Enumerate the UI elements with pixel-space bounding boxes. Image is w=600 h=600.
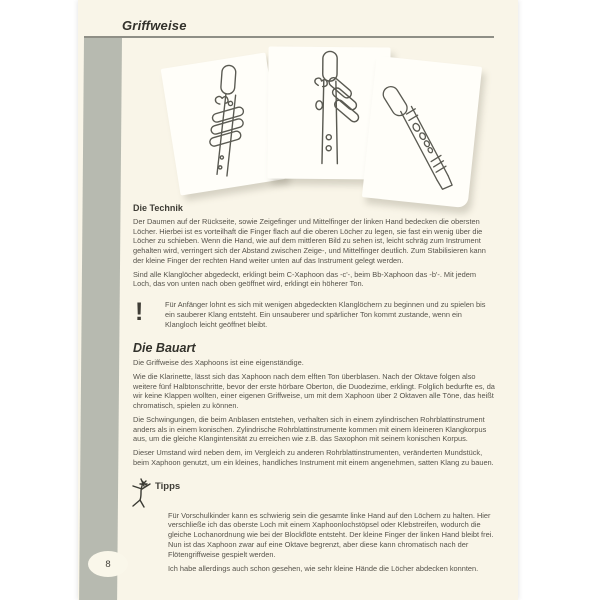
book-page <box>78 0 518 600</box>
beginner-note <box>133 300 496 329</box>
technik-paragraph-1: Der Daumen auf der Rückseite, sowie Zeigefinger und Mittelfinger der linken Hand bedecken die obersten Löcher. Hierbei ist es vorteilhaft die Finger flach auf die oberen Löcher zu legen, sie fast ein wenig über die Löcher zu schieben. Wenn die Hand, wie auf dem mittleren Bild zu sehen ist, leicht schräg zum Instrument gehalten wird, verringert sich der Abstand zwischen Zeige-, und Mittelfinger deutlich. Zum Stabilisieren kann der kleine Finger der rechten Hand weiter unten auf das Instrument gelegt werden. <box>133 216 486 265</box>
exclamation-icon: ! <box>135 298 144 327</box>
technik-paragraph-2: Sind alle Klanglöcher abgedeckt, erklingt beim C-Xaphoon das -c'-, beim Bb-Xaphoon das -b'-. Mit jedem Loch, das von unten nach oben geöffnet wird, erklingt ein höherer Ton. <box>133 269 476 289</box>
page-number-badge <box>88 551 128 577</box>
text-column <box>133 203 496 577</box>
page-number: 8 <box>105 558 111 570</box>
bauart-paragraph-2: Wie die Klarinette, lässt sich das Xaphoon nach dem elften Ton überblasen. Nach der Oktave folgen also weitere fünf Halbtonschritte, bevor der erste hörbare Oberton, die Duodezime, erklingt. Folglich bedurfte es, da wir keine Klappen wollten, einer eigenen Griffweise, um mit dem Xaphoon über 2 Oktaven alle Töne, das heißt chromatisch, spielen zu können. <box>133 371 495 411</box>
tipps-body <box>168 511 496 574</box>
section-heading-bauart: Die Bauart <box>133 340 196 355</box>
illustration-card-right <box>362 56 482 208</box>
bauart-paragraph-1: Die Griffweise des Xaphoons ist eine eigenständige. <box>133 358 304 368</box>
note-text: Für Anfänger lohnt es sich mit wenigen abgedeckten Klanglöchern zu beginnen und zu spielen bis ein sauberer Klang entsteht. Ein unsauberer und spärlicher Ton kommt zustande, wenn ein Klangloch leicht geöffnet bleibt. <box>165 300 486 329</box>
sidebar-bar <box>79 38 122 600</box>
tipps-header <box>133 478 496 510</box>
jester-icon <box>129 478 155 510</box>
header-rule <box>84 36 494 38</box>
bauart-paragraph-3: Die Schwingungen, die beim Anblasen entstehen, verhalten sich in einem zylindrischen Rohrblattinstrument anders als in einem konischen. Zylindrische Rohrblattinstrumente kommen mit einem kleineren Klangkorpus aus, um die gleiche Klangintensität zu erreichen wie z.B. das Saxophon mit seinem konischen Korpus. <box>133 414 487 444</box>
xaphoon-instrument-icon <box>362 56 482 208</box>
tipps-paragraph-1: Für Vorschulkinder kann es schwierig sein die gesamte linke Hand auf den Löchern zu halten. Hier verschließe ich das oberste Loch mit einem Xaphoonlochstöpsel oder Klebstreifen, wodurch die gleiche Lochanordnung wie bei der Blockflöte entsteht. Der kleine Finger der linken Hand bleibt frei. Nun ist das Xaphoon zwar auf eine Oktave begrenzt, aber diese kann chromatisch nach der Flötengriffweise gespielt werden. <box>168 510 494 559</box>
section-heading-tipps: Tipps <box>155 480 181 492</box>
bauart-paragraph-4: Dieser Umstand wird neben dem, im Vergleich zu anderen Rohrblattinstrumenten, veränderten Mundstück, beim Xaphoon genutzt, um ein kleines, handliches Instrument mit einem angenehmen, satten Klang zu bauen. <box>133 448 494 467</box>
page-title: Griffweise <box>122 18 187 33</box>
tipps-paragraph-2: Ich habe allerdings auch schon gesehen, wie sehr kleine Hände die Löcher abdecken konnten. <box>168 563 479 573</box>
section-heading-technik: Die Technik <box>133 203 183 213</box>
